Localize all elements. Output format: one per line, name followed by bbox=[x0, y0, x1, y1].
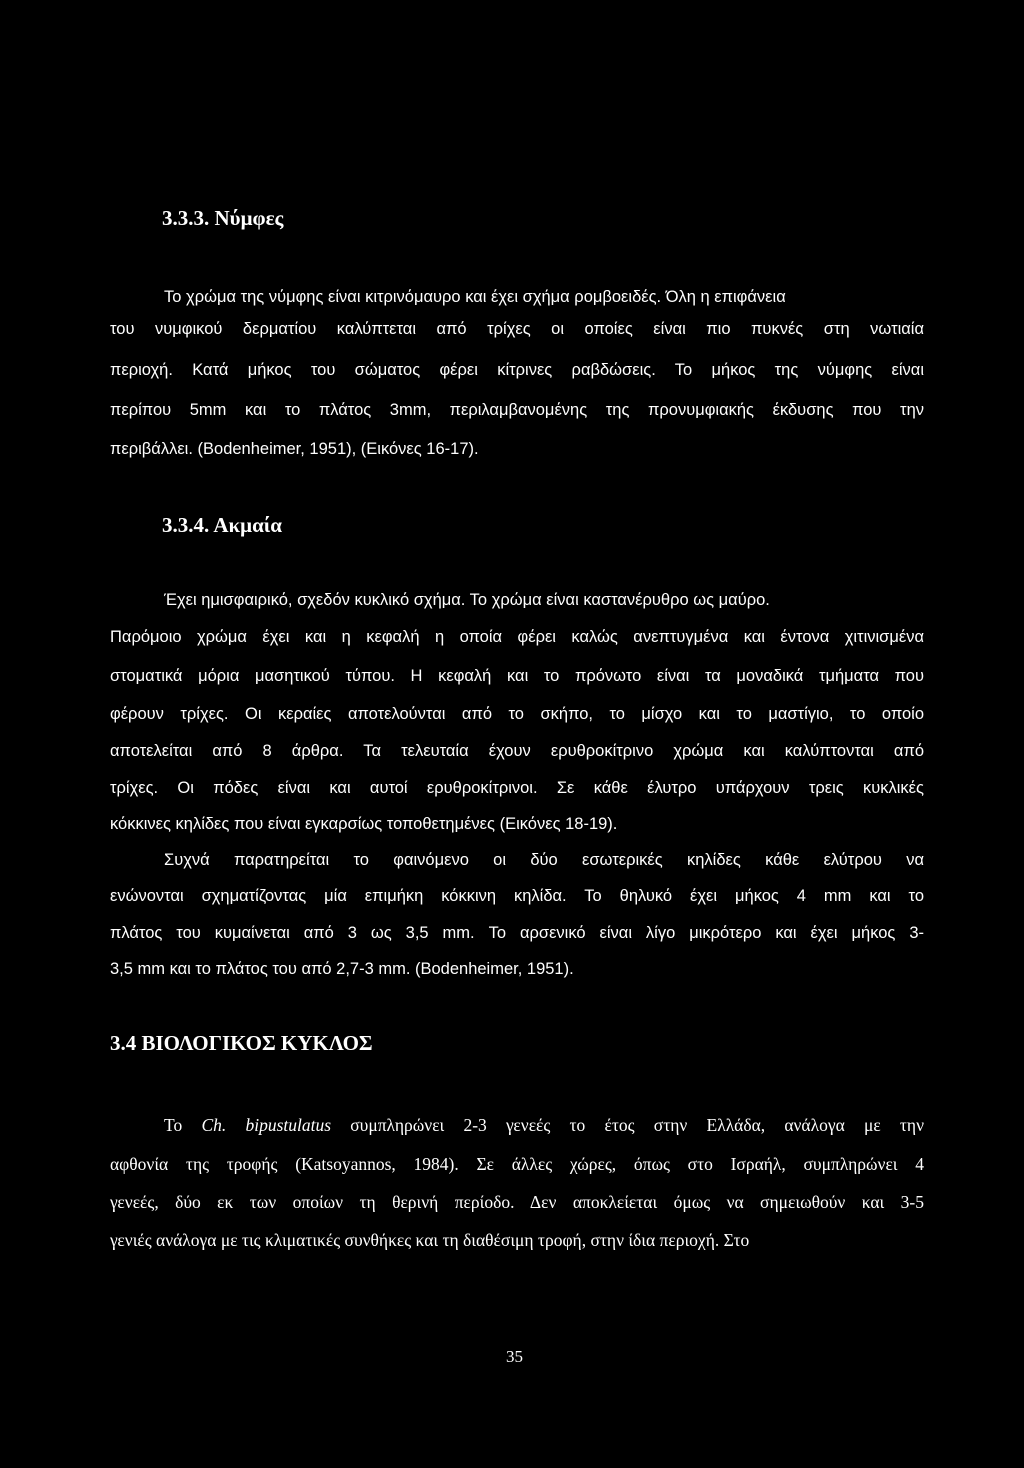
paragraph-line: πλάτος του κυμαίνεται από 3 ως 3,5 mm. Το αρσενικό είναι λίγο μικρότερο και έχει μήκος 3- bbox=[110, 924, 924, 942]
page-number: 35 bbox=[506, 1347, 523, 1366]
paragraph-line: Παρόμοιο χρώμα έχει και η κεφαλή η οποία φέρει καλώς ανεπτυγμένα και έντονα χιτινισμένα bbox=[110, 628, 924, 646]
paragraph-line: αποτελείται από 8 άρθρα. Τα τελευταία έχουν ερυθροκίτρινο χρώμα και καλύπτονται από bbox=[110, 742, 924, 760]
paragraph-line: τρίχες. Οι πόδες είναι και αυτοί ερυθροκίτρινοι. Σε κάθε έλυτρο υπάρχουν τρεις κυκλικές bbox=[110, 779, 924, 797]
paragraph-line: γενεές, δύο εκ των οποίων τη θερινή περίοδο. Δεν αποκλείεται όμως να σημειωθούν και 3-5 bbox=[110, 1192, 924, 1212]
section-heading-life-cycle: 3.4 ΒΙΟΛΟΓΙΚΟΣ ΚΥΚΛΟΣ bbox=[110, 1031, 373, 1055]
paragraph-line: Έχει ημισφαιρικό, σχεδόν κυκλικό σχήμα. Το χρώμα είναι καστανέρυθρο ως μαύρο. bbox=[164, 591, 770, 609]
paragraph-line: στοματικά μόρια μασητικού τύπου. Η κεφαλή και το πρόνωτο είναι τα μοναδικά τμήματα που bbox=[110, 667, 924, 685]
paragraph-line: περίπου 5mm και το πλάτος 3mm, περιλαμβανομένης της προνυμφιακής έκδυσης που την bbox=[110, 401, 924, 419]
paragraph-line: γενιές ανάλογα με τις κλιματικές συνθήκες και τη διαθέσιμη τροφή, στην ίδια περιοχή. Στο bbox=[110, 1230, 750, 1250]
paragraph-line: περιοχή. Κατά μήκος του σώματος φέρει κίτρινες ραβδώσεις. Το μήκος της νύμφης είναι bbox=[110, 361, 924, 379]
paragraph-line: ενώνονται σχηματίζοντας μία επιμήκη κόκκινη κηλίδα. Το θηλυκό έχει μήκος 4 mm και το bbox=[110, 887, 924, 905]
paragraph-line: κόκκινες κηλίδες που είναι εγκαρσίως τοποθετημένες (Εικόνες 18-19). bbox=[110, 815, 618, 833]
paragraph-text: συμπληρώνει 2-3 γενεές το έτος στην Ελλάδα, ανάλογα με την bbox=[331, 1115, 924, 1135]
paragraph-line: 3,5 mm και το πλάτος του από 2,7-3 mm. (Bodenheimer, 1951). bbox=[110, 960, 574, 978]
paragraph-line bbox=[164, 1115, 924, 1136]
paragraph-text: Το bbox=[164, 1115, 202, 1135]
paragraph-line: Το χρώμα της νύμφης είναι κιτρινόμαυρο και έχει σχήμα ρομβοειδές. Όλη η επιφάνεια bbox=[164, 288, 786, 306]
section-heading-adults: 3.3.4. Ακμαία bbox=[162, 513, 283, 537]
paragraph-line: φέρουν τρίχες. Οι κεραίες αποτελούνται από το σκήπο, το μίσχο και το μαστίγιο, το οποίο bbox=[110, 705, 924, 723]
paragraph-line: Συχνά παρατηρείται το φαινόμενο οι δύο εσωτερικές κηλίδες κάθε ελύτρου να bbox=[164, 851, 924, 869]
paragraph-line: περιβάλλει. (Bodenheimer, 1951), (Εικόνες 16-17). bbox=[110, 440, 479, 458]
species-name: Ch. bipustulatus bbox=[201, 1115, 332, 1135]
section-heading-nymphs: 3.3.3. Νύμφες bbox=[162, 206, 284, 230]
paragraph-line: αφθονία της τροφής (Katsoyannos, 1984). Σε άλλες χώρες, όπως στο Ισραήλ, συμπληρώνει 4 bbox=[110, 1154, 924, 1174]
paragraph-line: του νυμφικού δερματίου καλύπτεται από τρίχες οι οποίες είναι πιο πυκνές στη νωτιαία bbox=[110, 320, 924, 338]
